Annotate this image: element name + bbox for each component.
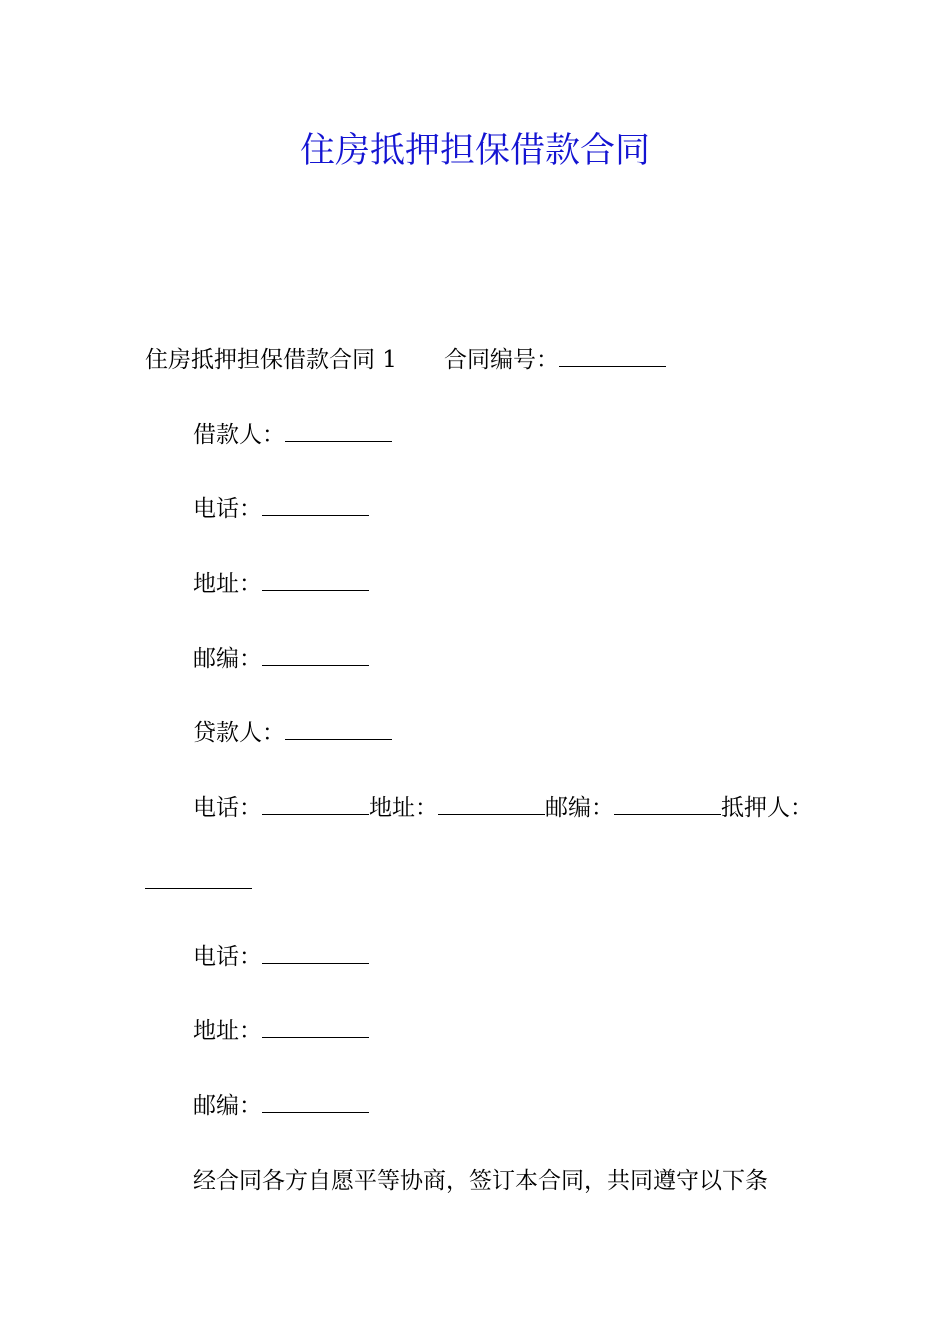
lender-postcode-label: 邮编： [545, 795, 614, 821]
borrower-phone-label: 电话： [193, 496, 262, 522]
mortgagor-address-blank [262, 1015, 369, 1038]
document-title: 住房抵押担保借款合同 [299, 131, 650, 171]
borrower-postcode-line [193, 643, 369, 675]
intro-paragraph: 经合同各方自愿平等协商，签订本合同，共同遵守以下条 [193, 1168, 768, 1194]
borrower-blank [285, 419, 392, 442]
lender-phone-label: 电话： [193, 795, 262, 821]
contract-name: 住房抵押担保借款合同 1 [145, 347, 397, 373]
borrower-postcode-label: 邮编： [193, 646, 262, 672]
heading-line [145, 344, 666, 376]
lender-label: 贷款人： [193, 720, 285, 746]
borrower-address-blank [262, 568, 369, 591]
borrower-address-label: 地址： [193, 571, 262, 597]
mortgagor-postcode-blank [262, 1090, 369, 1113]
lender-line [193, 717, 392, 749]
borrower-label: 借款人： [193, 422, 285, 448]
lender-address-blank [438, 792, 545, 815]
mortgagor-phone-label: 电话： [193, 944, 262, 970]
borrower-address-line [193, 568, 369, 600]
borrower-line [193, 419, 392, 451]
mortgagor-address-line [193, 1015, 369, 1047]
lender-blank [285, 717, 392, 740]
borrower-phone-blank [262, 493, 369, 516]
lender-address-label: 地址： [369, 795, 438, 821]
mortgagor-label: 抵押人： [721, 795, 813, 821]
mortgagor-phone-blank [262, 941, 369, 964]
mortgagor-phone-line [193, 941, 369, 973]
borrower-postcode-blank [262, 643, 369, 666]
borrower-phone-line [193, 493, 369, 525]
mortgagor-blank [145, 866, 252, 889]
contract-no-blank [559, 344, 666, 367]
mortgagor-postcode-line [193, 1090, 369, 1122]
lender-contact-line [193, 792, 813, 824]
lender-phone-blank [262, 792, 369, 815]
mortgagor-postcode-label: 邮编： [193, 1093, 262, 1119]
mortgagor-address-label: 地址： [193, 1018, 262, 1044]
lender-postcode-blank [614, 792, 721, 815]
contract-no-label: 合同编号： [443, 347, 559, 373]
mortgagor-name-line [145, 866, 252, 898]
